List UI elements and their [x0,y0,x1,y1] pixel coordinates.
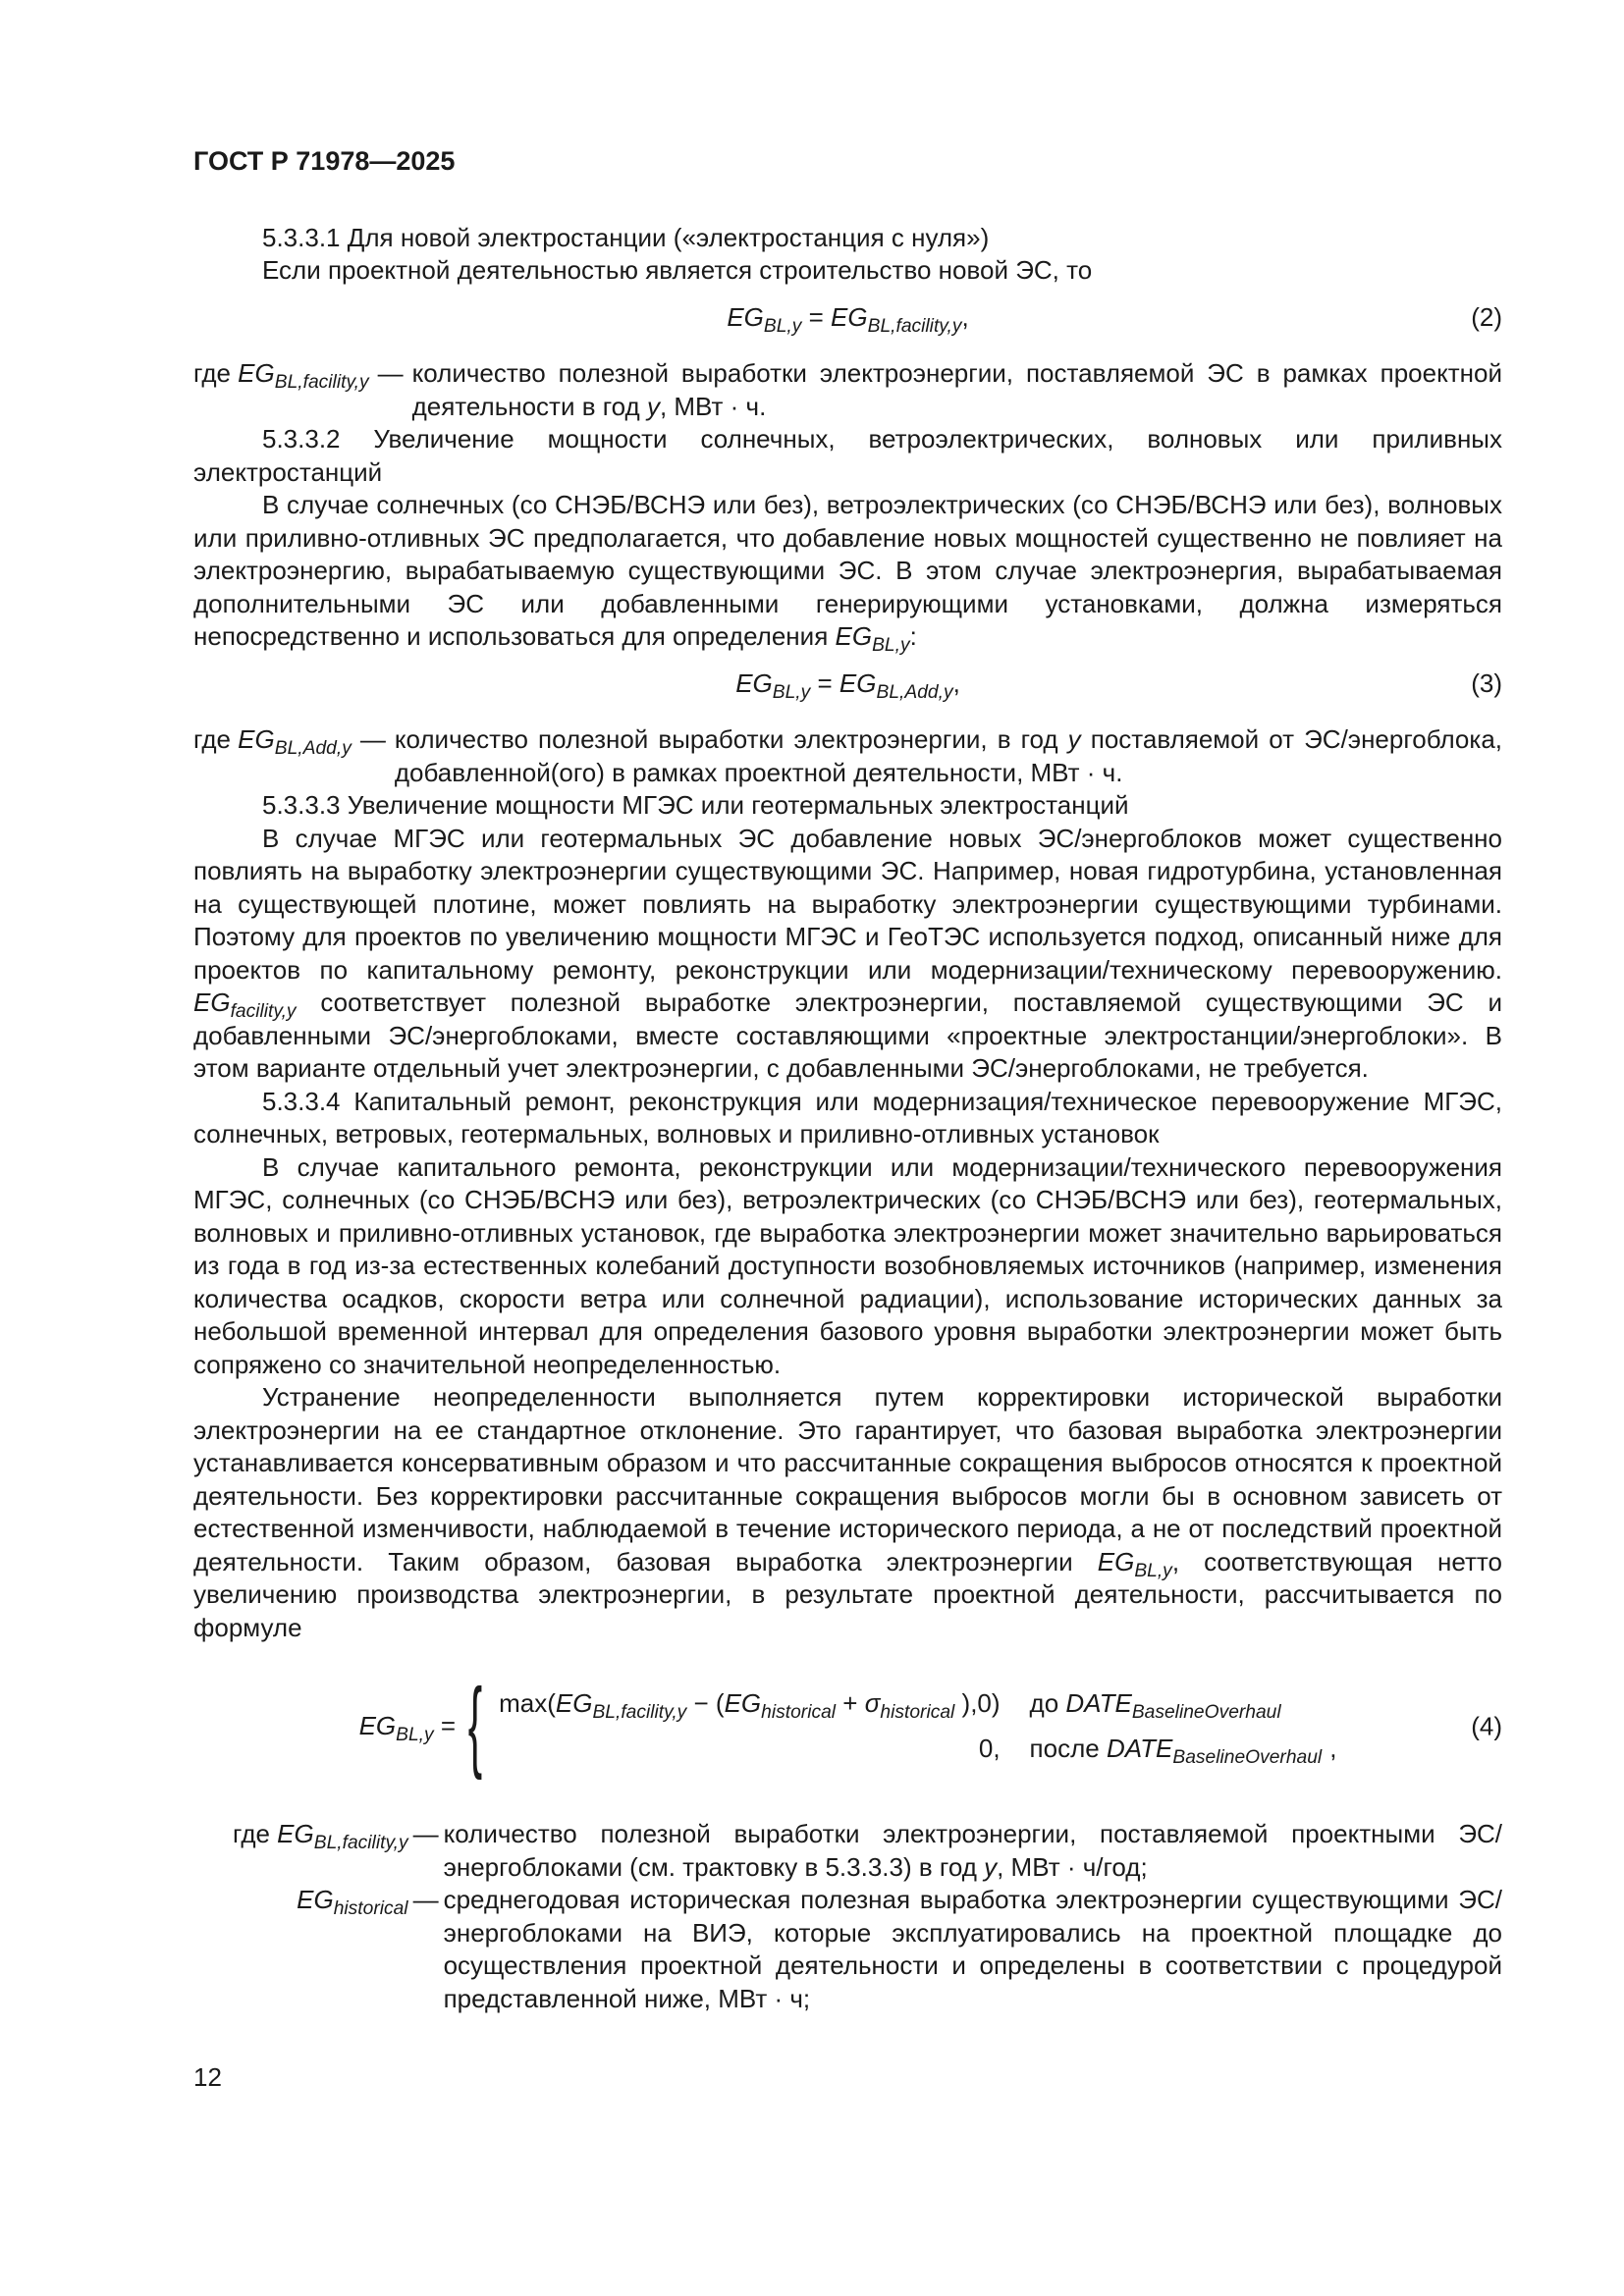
formula-2-term-description: количество полезной выработки электроэнергии, поставляемой ЭС в рамках проектной деятельности в год y, МВт · ч. [411,358,1502,421]
definition-dash: — [359,724,386,754]
formula-4-comma: , [1329,1733,1337,1763]
formula-4-number: (4) [1471,1710,1502,1740]
section-5334-body-2: Устранение неопределенности выполняется путем корректировки исторической выработки электроэнергии на ее стандартное отклонение. Это гарантирует, что базовая выработка электроэнергии устанавливается консервативным образом и что рассчитанные сокращения выбросов относятся к проектной деятельности. Без корректировки рассчитанные сокращения выбросов могли бы в основном зависеть от естественной изменчивости, наблюдаемой в течение исторического периода, а не от последствий проектной деятельности. Таким образом, базовая выработка электроэнергии $EG_{BL,y}$, соответствующая нетто увеличению производства электроэнергии, в результате проектной деятельности, рассчитывается по формуле [193,1382,1502,1642]
section-5334-heading: 5.3.3.4 Капитальный ремонт, реконструкция или модернизация/техническое перевооружение МГЭС, солнечных, ветровых, геотермальных, волновых и приливно-отливных установок [193,1086,1502,1148]
formula-4 [193,1669,1502,1782]
document-number-header: ГОСТ Р 71978—2025 [193,146,456,176]
formula-4-lhs: $EG_{BL,y}$ = [358,1710,457,1745]
formula-2-definition [193,357,1502,423]
formula-4-case2-expression: 0, [978,1733,1001,1763]
formula-2-expression: $EG_{BL,y} = EG_{BL,facility,y}$, [727,301,969,337]
formula-4-cases [499,1687,1323,1768]
page-number: 12 [193,2062,222,2092]
formula-3-definition [193,723,1502,789]
formula-2-term: где $EG_{BL,facility,y}$ [193,358,369,394]
formula-3-expression: $EG_{BL,y} = EG_{BL,Add,y}$, [735,667,960,703]
formula-4-case2-condition: после $DATE_{BaselineOverhaul}$ [1029,1733,1323,1768]
definition-dash: — [412,1819,439,1848]
formula-4-term-1-description: количество полезной выработки электроэнергии, поставляемой проектными ЭС/энергоблоками (см. трактовку в 5.3.3.3) в год y, МВт · ч/год; [443,1819,1502,1882]
formula-3 [193,667,1502,701]
definition-dash: — [377,358,404,388]
formula-2 [193,301,1502,335]
formula-3-term: где $EG_{BL,Add,y}$ [193,724,352,760]
formula-4-term-1: где $EG_{BL,facility,y}$ [233,1819,408,1854]
formula-3-term-description: количество полезной выработки электроэнергии, в год y поставляемой от ЭС/энергоблока, добавленной(ого) в рамках проектной деятельности, МВт · ч. [394,724,1503,787]
formula-4-definitions [233,1818,1502,2015]
definition-dash: — [412,1885,439,1914]
formula-4-brace: { [467,1669,483,1782]
section-5331-intro: Если проектной деятельностью является строительство новой ЭС, то [262,255,1093,285]
formula-2-number: (2) [1471,301,1502,332]
section-5331-heading: 5.3.3.1 Для новой электростанции («электростанция с нуля») [262,222,990,252]
formula-4-term-2: $EG_{historical}$ [297,1885,408,1920]
formula-4-term-2-description: среднегодовая историческая полезная выработка электроэнергии существующими ЭС/энергоблоками на ВИЭ, которые эксплуатировались на проектной площадке до осуществления проектной деятельности и определены в соответствии с процедурой представленной ниже, МВт · ч; [443,1885,1502,2013]
section-5332-heading: 5.3.3.2 Увеличение мощности солнечных, ветроэлектрических, волновых или приливных электростанций [193,424,1502,487]
formula-3-number: (3) [1471,667,1502,698]
section-5333-body: В случае МГЭС или геотермальных ЭС добавление новых ЭС/энергоблоков может существенно повлиять на выработку электроэнергии существующими ЭС. Например, новая гидротурбина, установленная на существующей плотине, может повлиять на выработку электроэнергии существующими турбинами. Поэтому для проектов по увеличению мощности МГЭС и ГеоТЭС используется подход, описанный ниже для проектов по капитальному ремонту, реконструкции или модернизации/техническому перевооружению. $EG_{facility,y}$ соответствует полезной выработке электроэнергии, поставляемой существующими ЭС и добавленными ЭС/энергоблоками, вместе составляющими «проектные электростанции/энергоблоки». В этом варианте отдельный учет электроэнергии, с добавленными ЭС/энергоблоками, не требуется. [193,823,1502,1083]
formula-4-case1-condition: до $DATE_{BaselineOverhaul}$ [1029,1688,1281,1724]
section-5334-body-1: В случае капитального ремонта, реконструкции или модернизации/технического перевооружения МГЭС, солнечных (со СНЭБ/ВСНЭ или без), ветроэлектрических (со СНЭБ/ВСНЭ или без), геотермальных, волновых и приливно-отливных установок, где выработка электроэнергии может значительно варьироваться из года в год из-за естественных колебаний доступности возобновляемых источников (например, изменения количества осадков, скорости ветра или солнечной радиации), использование исторических данных за небольшой временной интервал для определения базового уровня выработки электроэнергии может быть сопряжено со значительной неопределенностью. [193,1151,1502,1379]
formula-4-case1-expression: $\max(EG_{BL,facility,y} - (EG_{historical} + \sigma_{historical}$ ),0) [499,1688,1001,1724]
formula-4-body [358,1669,1337,1782]
section-5332-body: В случае солнечных (со СНЭБ/ВСНЭ или без), ветроэлектрических (со СНЭБ/ВСНЭ или без), волновых или приливно-отливных ЭС предполагается, что добавление новых мощностей существенно не повлияет на электроэнергию, вырабатываемую существующими ЭС. В этом случае электроэнергия, вырабатываемая дополнительными ЭС или добавленными генерирующими установками, должна измеряться непосредственно и использоваться для определения $EG_{BL,y}$: [193,490,1502,657]
section-5333-heading: 5.3.3.3 Увеличение мощности МГЭС или геотермальных электростанций [262,790,1129,820]
page-content [193,145,1502,2015]
